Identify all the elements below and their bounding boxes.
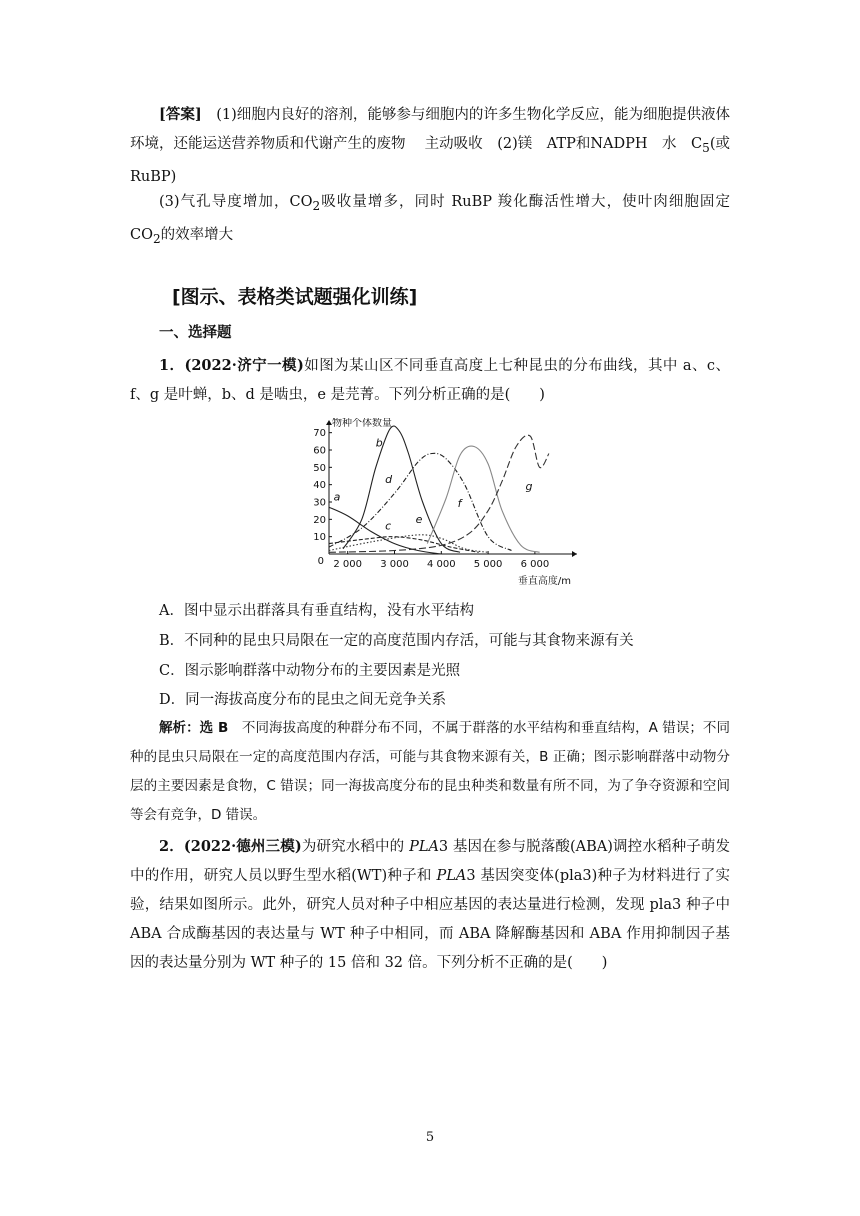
section-title: [图示、表格类试题强化训练] — [172, 286, 418, 308]
page-number: 5 — [425, 1130, 435, 1145]
x-tick-label: 2 000 — [333, 559, 363, 570]
origin-label: 0 — [317, 556, 324, 567]
answer-sub-2b: 2 — [152, 231, 161, 246]
answer-paragraph-2 — [130, 188, 730, 254]
q1-number: 1． — [159, 357, 185, 374]
x-tick-label: 5 000 — [473, 559, 503, 570]
y-axis-title: 物种个体数量 — [332, 418, 392, 429]
series-line-g — [329, 435, 549, 552]
series-line-b — [343, 426, 460, 552]
q2-gene-1: PLA — [409, 839, 439, 855]
x-tick-label: 4 000 — [426, 559, 456, 570]
sub-title: 一、选择题 — [159, 325, 232, 341]
x-tick-label: 3 000 — [380, 559, 409, 570]
y-tick-label: 30 — [313, 497, 326, 509]
x-axis-arrow — [572, 551, 577, 557]
q1-stem-text: 如图为某山区不同垂直高度上七种昆虫的分布曲线，其中 a、c、f、g 是叶蝉，b、d 是啮虫，e 是芫菁。下列分析正确的是( ) — [130, 358, 730, 403]
answer-text-1c: (或 RuBP) — [130, 136, 730, 185]
q1-option-d: D．同一海拔高度分布的昆虫之间无竞争关系 — [159, 692, 447, 708]
x-tick-label: 6 000 — [520, 559, 550, 570]
q1-analysis-label: 解析：选 B — [159, 720, 242, 736]
y-tick-label: 60 — [313, 445, 326, 457]
y-tick-label: 10 — [313, 532, 326, 544]
y-tick-label: 40 — [313, 480, 326, 492]
question-2-stem — [130, 832, 730, 978]
y-tick-label: 50 — [313, 462, 326, 474]
y-tick-label: 20 — [313, 514, 326, 526]
series-line-f — [427, 446, 539, 552]
answer-sub-1b: 5 — [702, 140, 710, 155]
insect-distribution-chart — [305, 418, 585, 590]
chart-lines — [329, 426, 549, 554]
series-label-c: c — [385, 519, 392, 533]
answer-text-2b: 吸收量增多，同时 RuBP 羧化酶活性增大，使叶肉细胞固定 CO — [130, 194, 730, 243]
series-line-d — [329, 453, 512, 550]
answer-text-2c: 的效率增大 — [160, 226, 234, 243]
q1-option-b: B．不同种的昆虫只局限在一定的高度范围内存活，可能与其食物来源有关 — [159, 633, 634, 649]
answer-text-1a: (1)细胞内良好的溶剂，能够参与细胞内的许多生物化学反应，能为细胞提供液体环境，还能运送营养物质和代谢产生的废物 主动吸收 — [130, 107, 730, 152]
q2-number: 2． — [159, 838, 184, 855]
q1-analysis-text: 不同海拔高度的种群分布不同，不属于群落的水平结构和垂直结构，A 错误；不同种的昆虫只局限在一定的高度范围内存活，可能与其食物来源有关，B 正确；图示影响群落中动物分层的主要因素是食物，C 错误；同一海拔高度分布的昆虫种类和数量有所不同，为了争夺资源和空间等会有竞争，D 错误。 — [130, 720, 730, 823]
q1-source: (2022·济宁一模) — [184, 357, 304, 374]
y-tick-label: 70 — [313, 428, 326, 440]
series-label-e: e — [415, 512, 423, 526]
answer-text-1b: (2)镁 ATP和NADPH 水 C — [497, 136, 703, 152]
answer-label: [答案] — [159, 106, 202, 123]
q2-gene-2: PLA — [436, 868, 467, 884]
series-label-a: a — [333, 490, 341, 504]
q1-option-a: A．图中显示出群落具有垂直结构，没有水平结构 — [159, 603, 474, 619]
answer-paragraph-1 — [130, 100, 730, 192]
answer-sub-2a: 2 — [312, 198, 321, 213]
answer-text-2a: (3)气孔导度增加，CO — [159, 194, 313, 210]
series-label-d: d — [385, 472, 393, 486]
q1-analysis — [130, 714, 730, 830]
chart-axes — [326, 420, 577, 557]
series-label-f: f — [457, 497, 462, 511]
q2-source: (2022·德州三模) — [183, 838, 302, 855]
q2-text-1: 为研究水稻中的 — [301, 839, 410, 855]
series-label-b: b — [375, 436, 383, 450]
chart-svg — [305, 418, 585, 590]
q2-text-3: 3 基因突变体(pla3)种子为材料进行了实验，结果如图所示。此外，研究人员对种子中相应基因的表达量进行检测，发现 pla3 种子中 ABA 合成酶基因的表达量与 WT 种子中相同，而 ABA 降解酶基因和 ABA 作用抑制因子基因的表达量分别为 WT 种子的 15 倍和 32 倍。下列分析不正确的是( ) — [130, 868, 731, 971]
q1-option-c: C．图示影响群落中动物分布的主要因素是光照 — [159, 663, 461, 679]
q2-text-2: 3 基因在参与脱落酸(ABA)调控水稻种子萌发中的作用，研究人员以野生型水稻(WT)种子和 — [130, 839, 731, 884]
series-label-g: g — [525, 479, 533, 493]
x-axis-title: 垂直高度/m — [517, 576, 571, 587]
question-1-stem — [130, 351, 730, 410]
chart-labels — [313, 418, 571, 587]
